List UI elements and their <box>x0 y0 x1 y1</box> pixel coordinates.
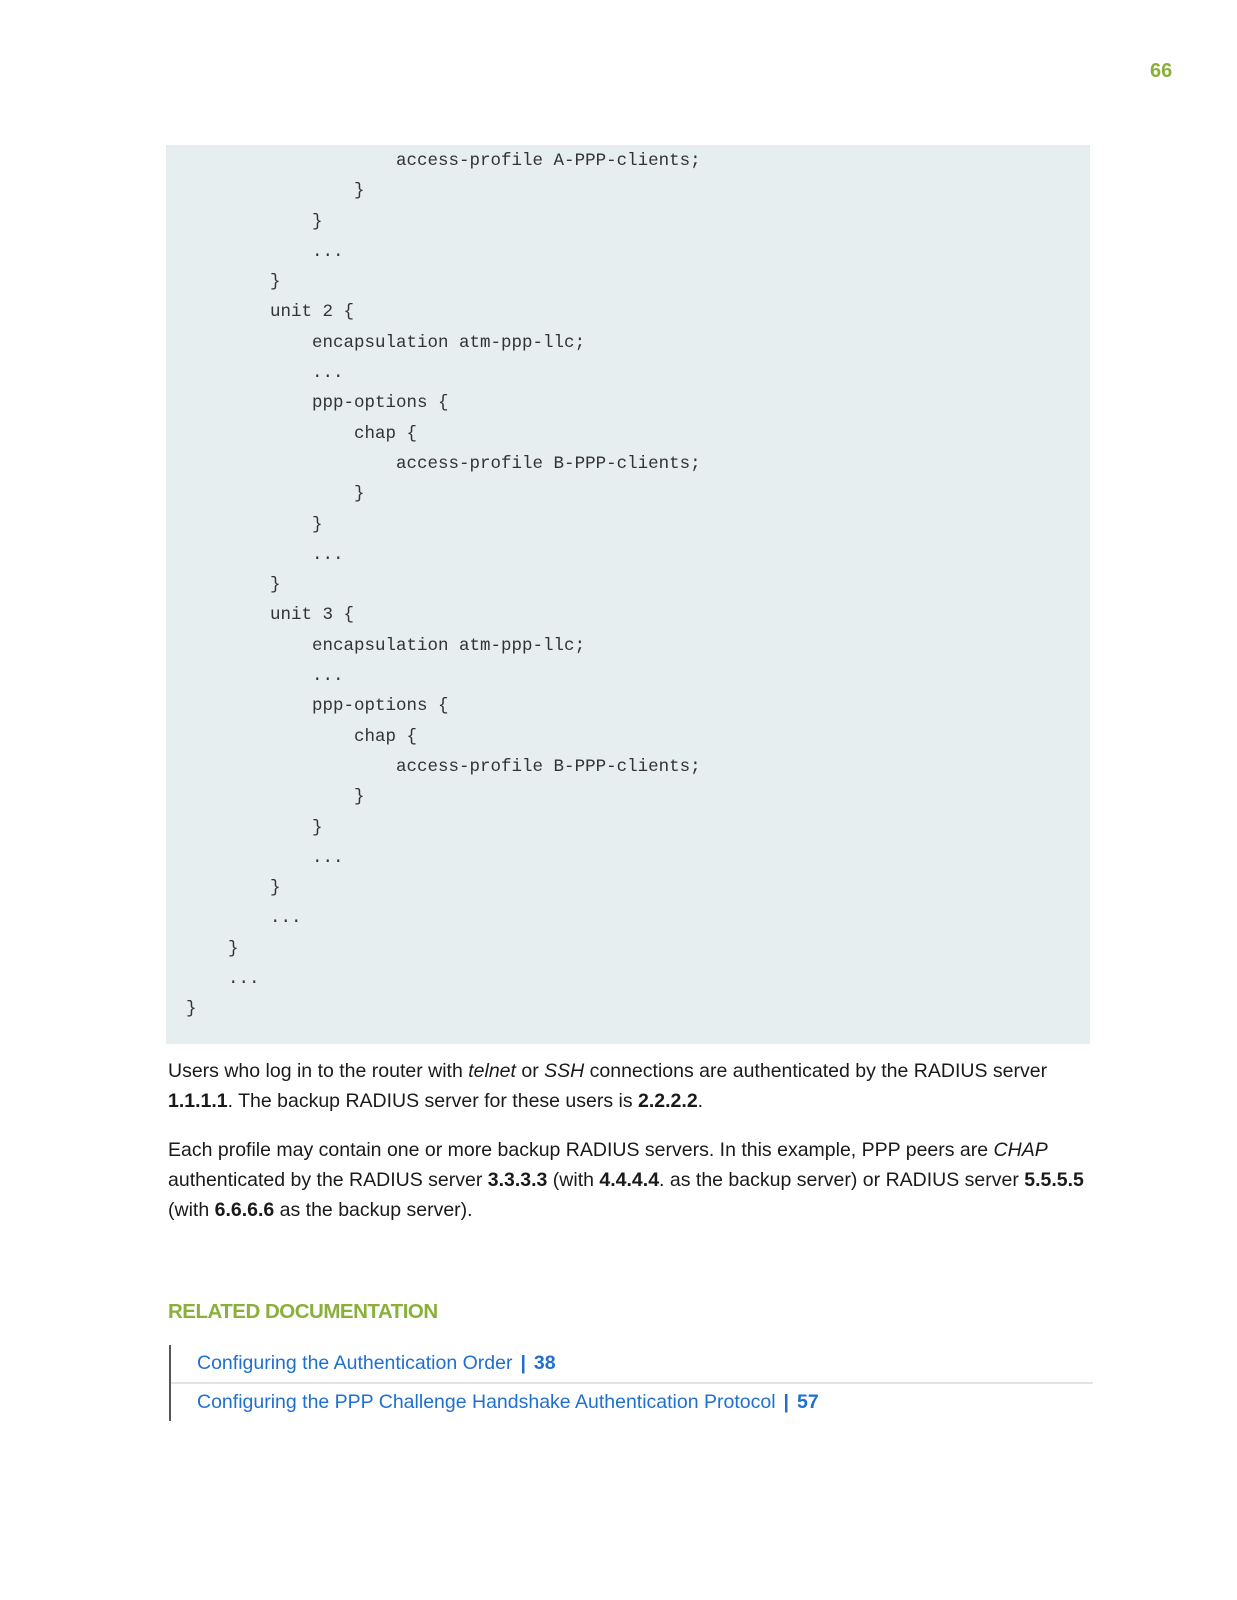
text-span: Users who log in to the router with <box>168 1060 469 1082</box>
code-line: ... <box>186 969 260 990</box>
code-line: unit 2 { <box>186 302 355 323</box>
code-line: } <box>186 181 365 202</box>
code-line: ... <box>186 908 302 929</box>
ip-address: 3.3.3.3 <box>487 1169 548 1191</box>
code-line: ppp-options { <box>186 696 449 717</box>
text-span: (with <box>168 1199 215 1221</box>
code-line: encapsulation atm-ppp-llc; <box>186 635 586 656</box>
code-line: } <box>186 514 323 535</box>
code-line: } <box>186 787 365 808</box>
code-line: ... <box>186 666 344 687</box>
separator: | <box>783 1391 789 1413</box>
paragraph-radius-login <box>168 1056 1093 1116</box>
code-line: ... <box>186 544 344 565</box>
text-span: connections are authenticated by the RADIUS server <box>584 1060 1048 1082</box>
code-line: } <box>186 575 281 596</box>
code-line: access-profile B-PPP-clients; <box>186 756 701 777</box>
code-line: } <box>186 878 281 899</box>
code-line: } <box>186 938 239 959</box>
code-line: unit 3 { <box>186 605 355 626</box>
code-line: chap { <box>186 726 418 747</box>
code-line: encapsulation atm-ppp-llc; <box>186 332 586 353</box>
code-line: } <box>186 817 323 838</box>
text-span: . as the backup server) or RADIUS server <box>659 1169 1025 1191</box>
related-link-page[interactable]: 57 <box>797 1391 819 1413</box>
ip-address: 1.1.1.1 <box>168 1090 228 1112</box>
page-number: 66 <box>1150 60 1173 82</box>
code-line: } <box>186 272 281 293</box>
related-link-page[interactable]: 38 <box>533 1352 556 1374</box>
code-line: ppp-options { <box>186 393 449 414</box>
code-line: ... <box>186 847 344 868</box>
text-span: or <box>515 1060 545 1082</box>
related-link-authentication-order[interactable] <box>171 1345 1093 1384</box>
ip-address: 5.5.5.5 <box>1024 1169 1084 1191</box>
text-span: authenticated by the RADIUS server <box>168 1169 488 1191</box>
code-line: access-profile A-PPP-clients; <box>186 151 701 171</box>
ssh-term: SSH <box>544 1060 585 1082</box>
code-line: chap { <box>186 423 418 444</box>
chap-term: CHAP <box>993 1139 1048 1161</box>
code-line: ... <box>186 241 344 262</box>
code-line: } <box>186 484 365 505</box>
ip-address: 2.2.2.2 <box>638 1090 698 1112</box>
paragraph-backup-servers <box>168 1135 1093 1225</box>
ip-address: 6.6.6.6 <box>214 1199 275 1221</box>
code-line: } <box>186 999 197 1020</box>
text-span: (with <box>547 1169 600 1191</box>
telnet-term: telnet <box>468 1060 516 1082</box>
related-documentation-heading: RELATED DOCUMENTATION <box>168 1300 438 1323</box>
text-span: as the backup server). <box>274 1199 473 1221</box>
separator: | <box>520 1352 526 1374</box>
related-link-label[interactable]: Configuring the PPP Challenge Handshake Authentication Protocol <box>197 1391 776 1413</box>
related-link-ppp-chap[interactable] <box>171 1384 1093 1421</box>
code-block <box>166 145 1090 1044</box>
text-span: . <box>697 1090 704 1112</box>
code-line: } <box>186 211 323 232</box>
code-line: ... <box>186 363 344 384</box>
text-span: . The backup RADIUS server for these users is <box>227 1090 639 1112</box>
related-link-label[interactable]: Configuring the Authentication Order <box>197 1352 513 1374</box>
text-span: Each profile may contain one or more backup RADIUS servers. In this example, PPP peers are <box>168 1139 994 1161</box>
code-line: access-profile B-PPP-clients; <box>186 453 701 474</box>
related-documentation-list <box>169 1345 1093 1421</box>
ip-address: 4.4.4.4 <box>599 1169 660 1191</box>
